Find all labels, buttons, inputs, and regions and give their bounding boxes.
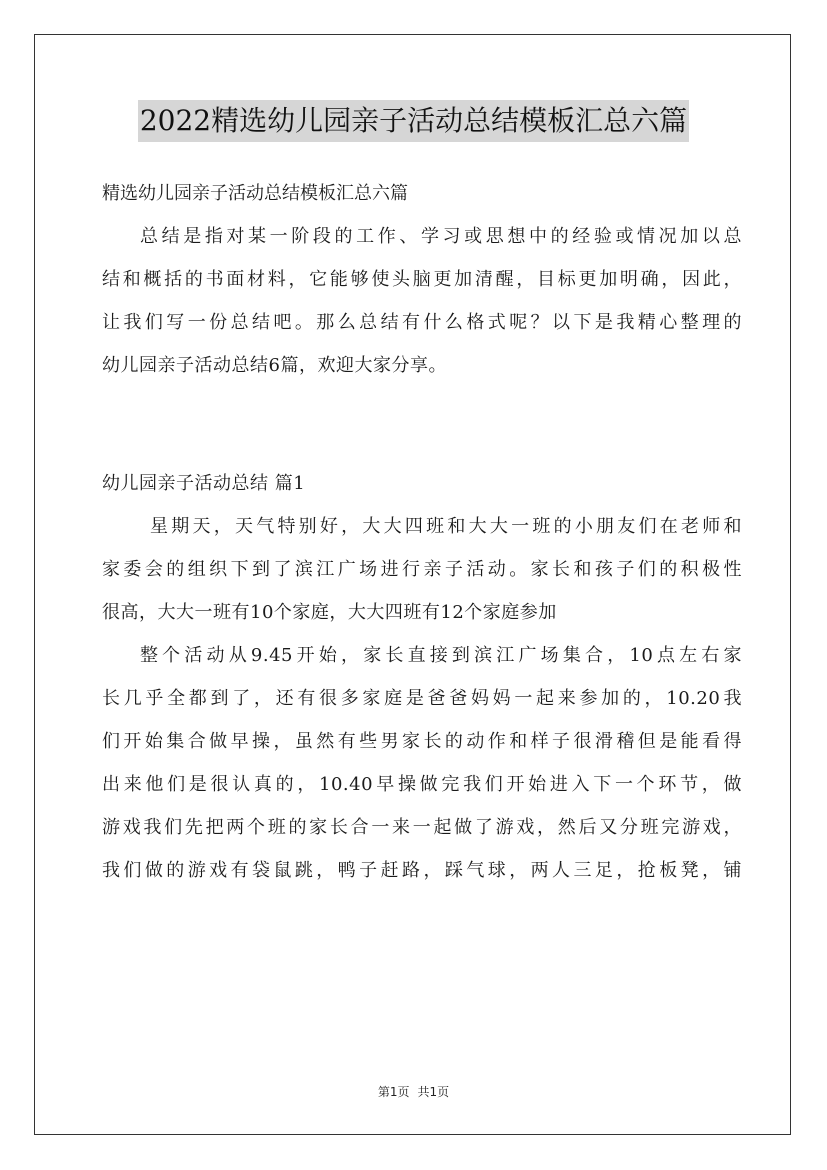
paragraph-line: 们开始集合做早操，虽然有些男家长的动作和样子很滑稽但是能看得 <box>102 731 742 752</box>
page-number: 第1页 <box>377 1085 410 1099</box>
paragraph-line: 很高，大大一班有10个家庭，大大四班有12个家庭参加 <box>102 602 557 623</box>
paragraph-line: 整个活动从9.45开始，家长直接到滨江广场集合，10点左右家 <box>140 645 742 666</box>
document-subtitle: 精选幼儿园亲子活动总结模板汇总六篇 <box>102 183 408 204</box>
title-container <box>0 100 827 142</box>
intro-line: 结和概括的书面材料，它能够使头脑更加清醒，目标更加明确，因此， <box>102 269 742 290</box>
paragraph-line: 长几乎全都到了，还有很多家庭是爸爸妈妈一起来参加的，10.20我 <box>102 688 742 709</box>
document-title: 2022精选幼儿园亲子活动总结模板汇总六篇 <box>138 100 689 142</box>
paragraph-line: 星期天，天气特别好，大大四班和大大一班的小朋友们在老师和 <box>150 516 742 537</box>
paragraph-line: 我们做的游戏有袋鼠跳，鸭子赶路，踩气球，两人三足，抢板凳，铺 <box>102 860 742 881</box>
document-body <box>102 172 742 892</box>
intro-line: 幼儿园亲子活动总结6篇，欢迎大家分享。 <box>102 355 447 376</box>
page-total: 共1页 <box>417 1085 450 1099</box>
intro-line: 总结是指对某一阶段的工作、学习或思想中的经验或情况加以总 <box>140 226 742 247</box>
section-heading: 幼儿园亲子活动总结 篇1 <box>102 473 306 494</box>
paragraph-gap <box>102 387 742 462</box>
page-footer <box>0 1083 827 1100</box>
intro-line: 让我们写一份总结吧。那么总结有什么格式呢？以下是我精心整理的 <box>102 312 742 333</box>
paragraph-line: 家委会的组织下到了滨江广场进行亲子活动。家长和孩子们的积极性 <box>102 559 742 580</box>
paragraph-line: 出来他们是很认真的，10.40早操做完我们开始进入下一个环节，做 <box>102 774 742 795</box>
paragraph-line: 游戏我们先把两个班的家长合一来一起做了游戏，然后又分班完游戏， <box>102 817 742 838</box>
